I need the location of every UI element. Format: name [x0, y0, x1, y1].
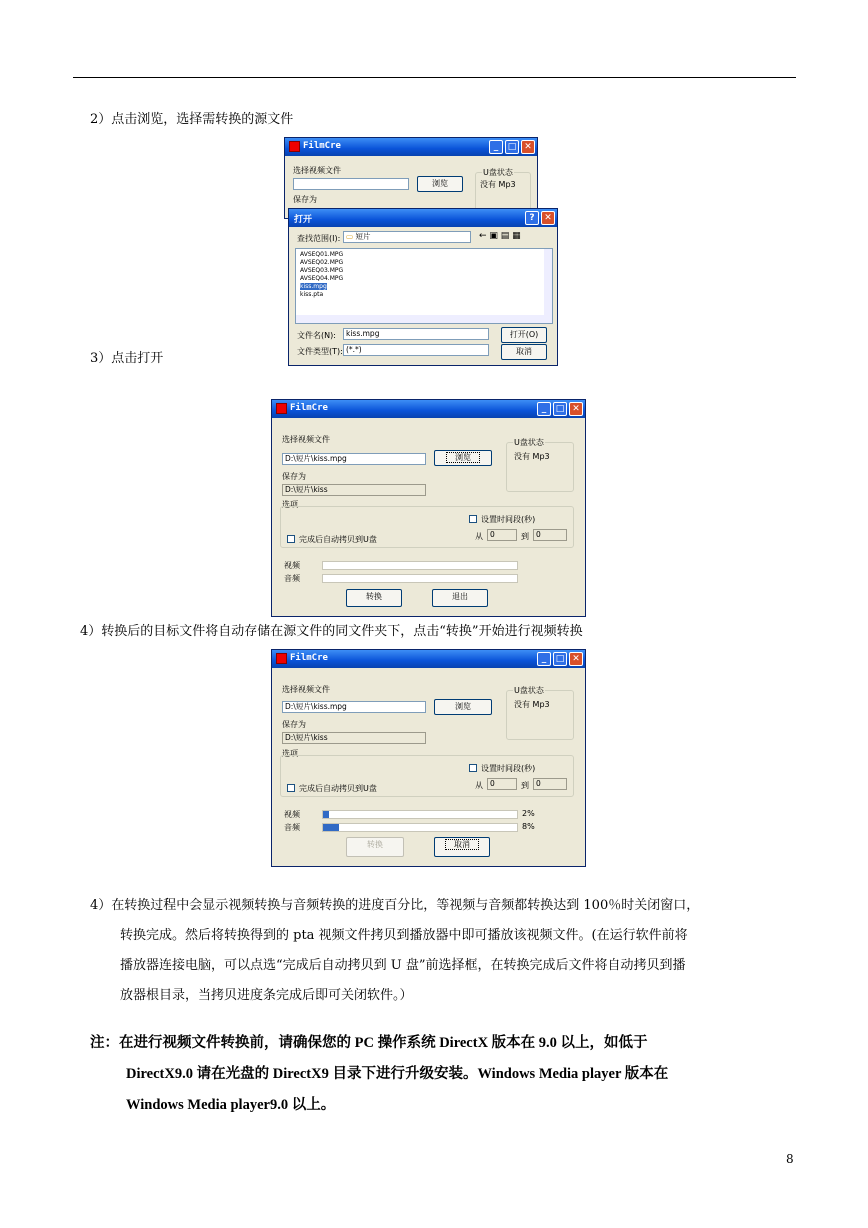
exit-button[interactable]: 退出 — [432, 589, 488, 607]
horizontal-scrollbar[interactable] — [296, 315, 552, 323]
browse-button[interactable]: 浏览 — [417, 176, 463, 192]
step4a-text: 4）转换后的目标文件将自动存储在源文件的同文件夹下，点击“转换”开始进行视频转换 — [80, 624, 583, 639]
to-label: 到 — [521, 532, 529, 541]
usb-status-label: U盘状态 — [483, 168, 513, 177]
paragraph-line: 4）在转换过程中会显示视频转换与音频转换的进度百分比，等视频与音频都转换达到 100％时关闭窗口， — [90, 898, 700, 913]
minimize-icon[interactable]: _ — [537, 402, 551, 416]
select-video-label: 选择视频文件 — [282, 685, 330, 694]
step4b-paragraph — [90, 891, 806, 1011]
close-icon[interactable]: ✕ — [521, 140, 535, 154]
convert-button[interactable]: 转换 — [346, 589, 402, 607]
close-icon[interactable]: ✕ — [541, 211, 555, 225]
set-time-label: 设置时间段(秒) — [481, 515, 536, 524]
save-as-label: 保存为 — [293, 195, 317, 204]
from-input[interactable]: 0 — [487, 778, 517, 790]
video-progress-bar — [322, 561, 518, 570]
video-path-field[interactable]: D:\短片\kiss.mpg — [282, 453, 426, 465]
auto-copy-checkbox[interactable] — [287, 535, 295, 543]
list-item[interactable]: AVSEQ02.MPG — [300, 259, 344, 266]
open-dialog — [288, 208, 558, 366]
vertical-scrollbar[interactable] — [544, 249, 552, 315]
maximize-icon[interactable]: □ — [505, 140, 519, 154]
open-button[interactable]: 打开(O) — [501, 327, 547, 343]
audio-label: 音频 — [284, 823, 300, 832]
list-item[interactable]: AVSEQ03.MPG — [300, 267, 344, 274]
window-title: FilmCre — [303, 141, 341, 151]
titlebar — [272, 650, 585, 668]
auto-copy-checkbox[interactable] — [287, 784, 295, 792]
filetype-label: 文件类型(T): — [297, 347, 343, 356]
list-item-selected[interactable]: kiss.mpg — [300, 283, 327, 290]
titlebar — [272, 400, 585, 418]
filename-input[interactable]: kiss.mpg — [343, 328, 489, 340]
close-icon[interactable]: ✕ — [569, 402, 583, 416]
folder-icon: ▭ — [346, 232, 354, 241]
from-input[interactable]: 0 — [487, 529, 517, 541]
note-paragraph — [90, 1028, 806, 1121]
list-item[interactable]: kiss.pta — [300, 291, 324, 298]
video-path-field[interactable]: D:\短片\kiss.mpg — [282, 701, 426, 713]
auto-copy-label: 完成后自动拷贝到U盘 — [299, 784, 377, 793]
help-icon[interactable]: ? — [525, 211, 539, 225]
to-input[interactable]: 0 — [533, 529, 567, 541]
page-number: 8 — [786, 1152, 794, 1166]
options-group — [280, 755, 574, 797]
usb-status-group — [506, 686, 574, 740]
set-time-checkbox[interactable] — [469, 764, 477, 772]
dialog-titlebar — [289, 209, 557, 227]
video-label: 视频 — [284, 561, 300, 570]
paragraph-line: 放器根目录，当拷贝进度条完成后即可关闭软件。） — [120, 988, 413, 1003]
convert-button-disabled: 转换 — [346, 837, 404, 857]
video-progress-fill — [323, 811, 329, 818]
minimize-icon[interactable]: _ — [489, 140, 503, 154]
usb-status-value: 没有 Mp3 — [480, 180, 516, 189]
maximize-icon[interactable]: □ — [553, 402, 567, 416]
window-title: FilmCre — [290, 653, 328, 663]
select-video-label: 选择视频文件 — [282, 435, 330, 444]
filename-label: 文件名(N): — [297, 331, 336, 340]
paragraph-line: 转换完成。然后将转换得到的 pta 视频文件拷贝到播放器中即可播放该视频文件。(在运行软件前将 — [120, 928, 688, 943]
usb-status-label: U盘状态 — [514, 686, 544, 695]
filmcre-window-converting — [271, 649, 586, 867]
app-icon — [276, 653, 287, 664]
save-path-field: D:\短片\kiss — [282, 484, 426, 496]
audio-progress-bar — [322, 574, 518, 583]
set-time-checkbox[interactable] — [469, 515, 477, 523]
usb-status-value: 没有 Mp3 — [514, 452, 550, 461]
video-progress-bar — [322, 810, 518, 819]
file-list[interactable] — [295, 248, 553, 324]
select-video-label: 选择视频文件 — [293, 166, 341, 175]
look-in-label: 查找范围(I): — [297, 234, 341, 243]
video-label: 视频 — [284, 810, 300, 819]
from-label: 从 — [475, 532, 483, 541]
audio-progress-fill — [323, 824, 339, 831]
filmcre-window-behind — [284, 137, 538, 219]
step2-text: 2）点击浏览，选择需转换的源文件 — [90, 112, 294, 127]
maximize-icon[interactable]: □ — [553, 652, 567, 666]
note-line: DirectX9.0 请在光盘的 DirectX9 目录下进行升级安装。Windows Media player 版本在 — [126, 1066, 669, 1082]
paragraph-line: 播放器连接电脑，可以点选“完成后自动拷贝到 U 盘”前选择框，在转换完成后文件将自动拷贝到播 — [120, 958, 686, 973]
filetype-select[interactable]: (*.*) — [343, 344, 489, 356]
note-line: 注：在进行视频文件转换前，请确保您的 PC 操作系统 DirectX 版本在 9.0 以上，如低于 — [90, 1035, 648, 1051]
to-label: 到 — [521, 781, 529, 790]
options-label: 选项 — [282, 749, 298, 758]
video-path-field[interactable] — [293, 178, 409, 190]
save-path-field: D:\短片\kiss — [282, 732, 426, 744]
note-line: Windows Media player9.0 以上。 — [126, 1097, 336, 1113]
save-as-label: 保存为 — [282, 720, 306, 729]
list-item[interactable]: AVSEQ04.MPG — [300, 275, 344, 282]
video-percent: 2% — [522, 809, 535, 818]
auto-copy-label: 完成后自动拷贝到U盘 — [299, 535, 377, 544]
header-rule — [73, 77, 796, 78]
browse-button[interactable]: 浏览 — [434, 699, 492, 715]
cancel-button[interactable]: 取消 — [501, 344, 547, 360]
usb-status-value: 没有 Mp3 — [514, 700, 550, 709]
app-icon — [289, 141, 300, 152]
audio-progress-bar — [322, 823, 518, 832]
titlebar — [285, 138, 537, 156]
minimize-icon[interactable]: _ — [537, 652, 551, 666]
step3-text: 3）点击打开 — [90, 351, 164, 366]
usb-status-group — [506, 438, 574, 492]
save-as-label: 保存为 — [282, 472, 306, 481]
audio-label: 音频 — [284, 574, 300, 583]
filmcre-window — [271, 399, 586, 617]
window-title: FilmCre — [290, 403, 328, 413]
nav-toolbar-icons[interactable]: ← ▣ ▤ ▦ — [479, 231, 521, 241]
usb-status-label: U盘状态 — [514, 438, 544, 447]
options-group — [280, 506, 574, 548]
cancel-button[interactable]: 取消 — [434, 837, 490, 857]
options-label: 选项 — [282, 500, 298, 509]
list-item[interactable]: AVSEQ01.MPG — [300, 251, 344, 258]
audio-percent: 8% — [522, 822, 535, 831]
app-icon — [276, 403, 287, 414]
from-label: 从 — [475, 781, 483, 790]
set-time-label: 设置时间段(秒) — [481, 764, 536, 773]
dialog-title: 打开 — [294, 215, 313, 225]
to-input[interactable]: 0 — [533, 778, 567, 790]
browse-button[interactable]: 浏览 — [434, 450, 492, 466]
look-in-select[interactable]: ▭ 短片 — [343, 231, 471, 243]
close-icon[interactable]: ✕ — [569, 652, 583, 666]
